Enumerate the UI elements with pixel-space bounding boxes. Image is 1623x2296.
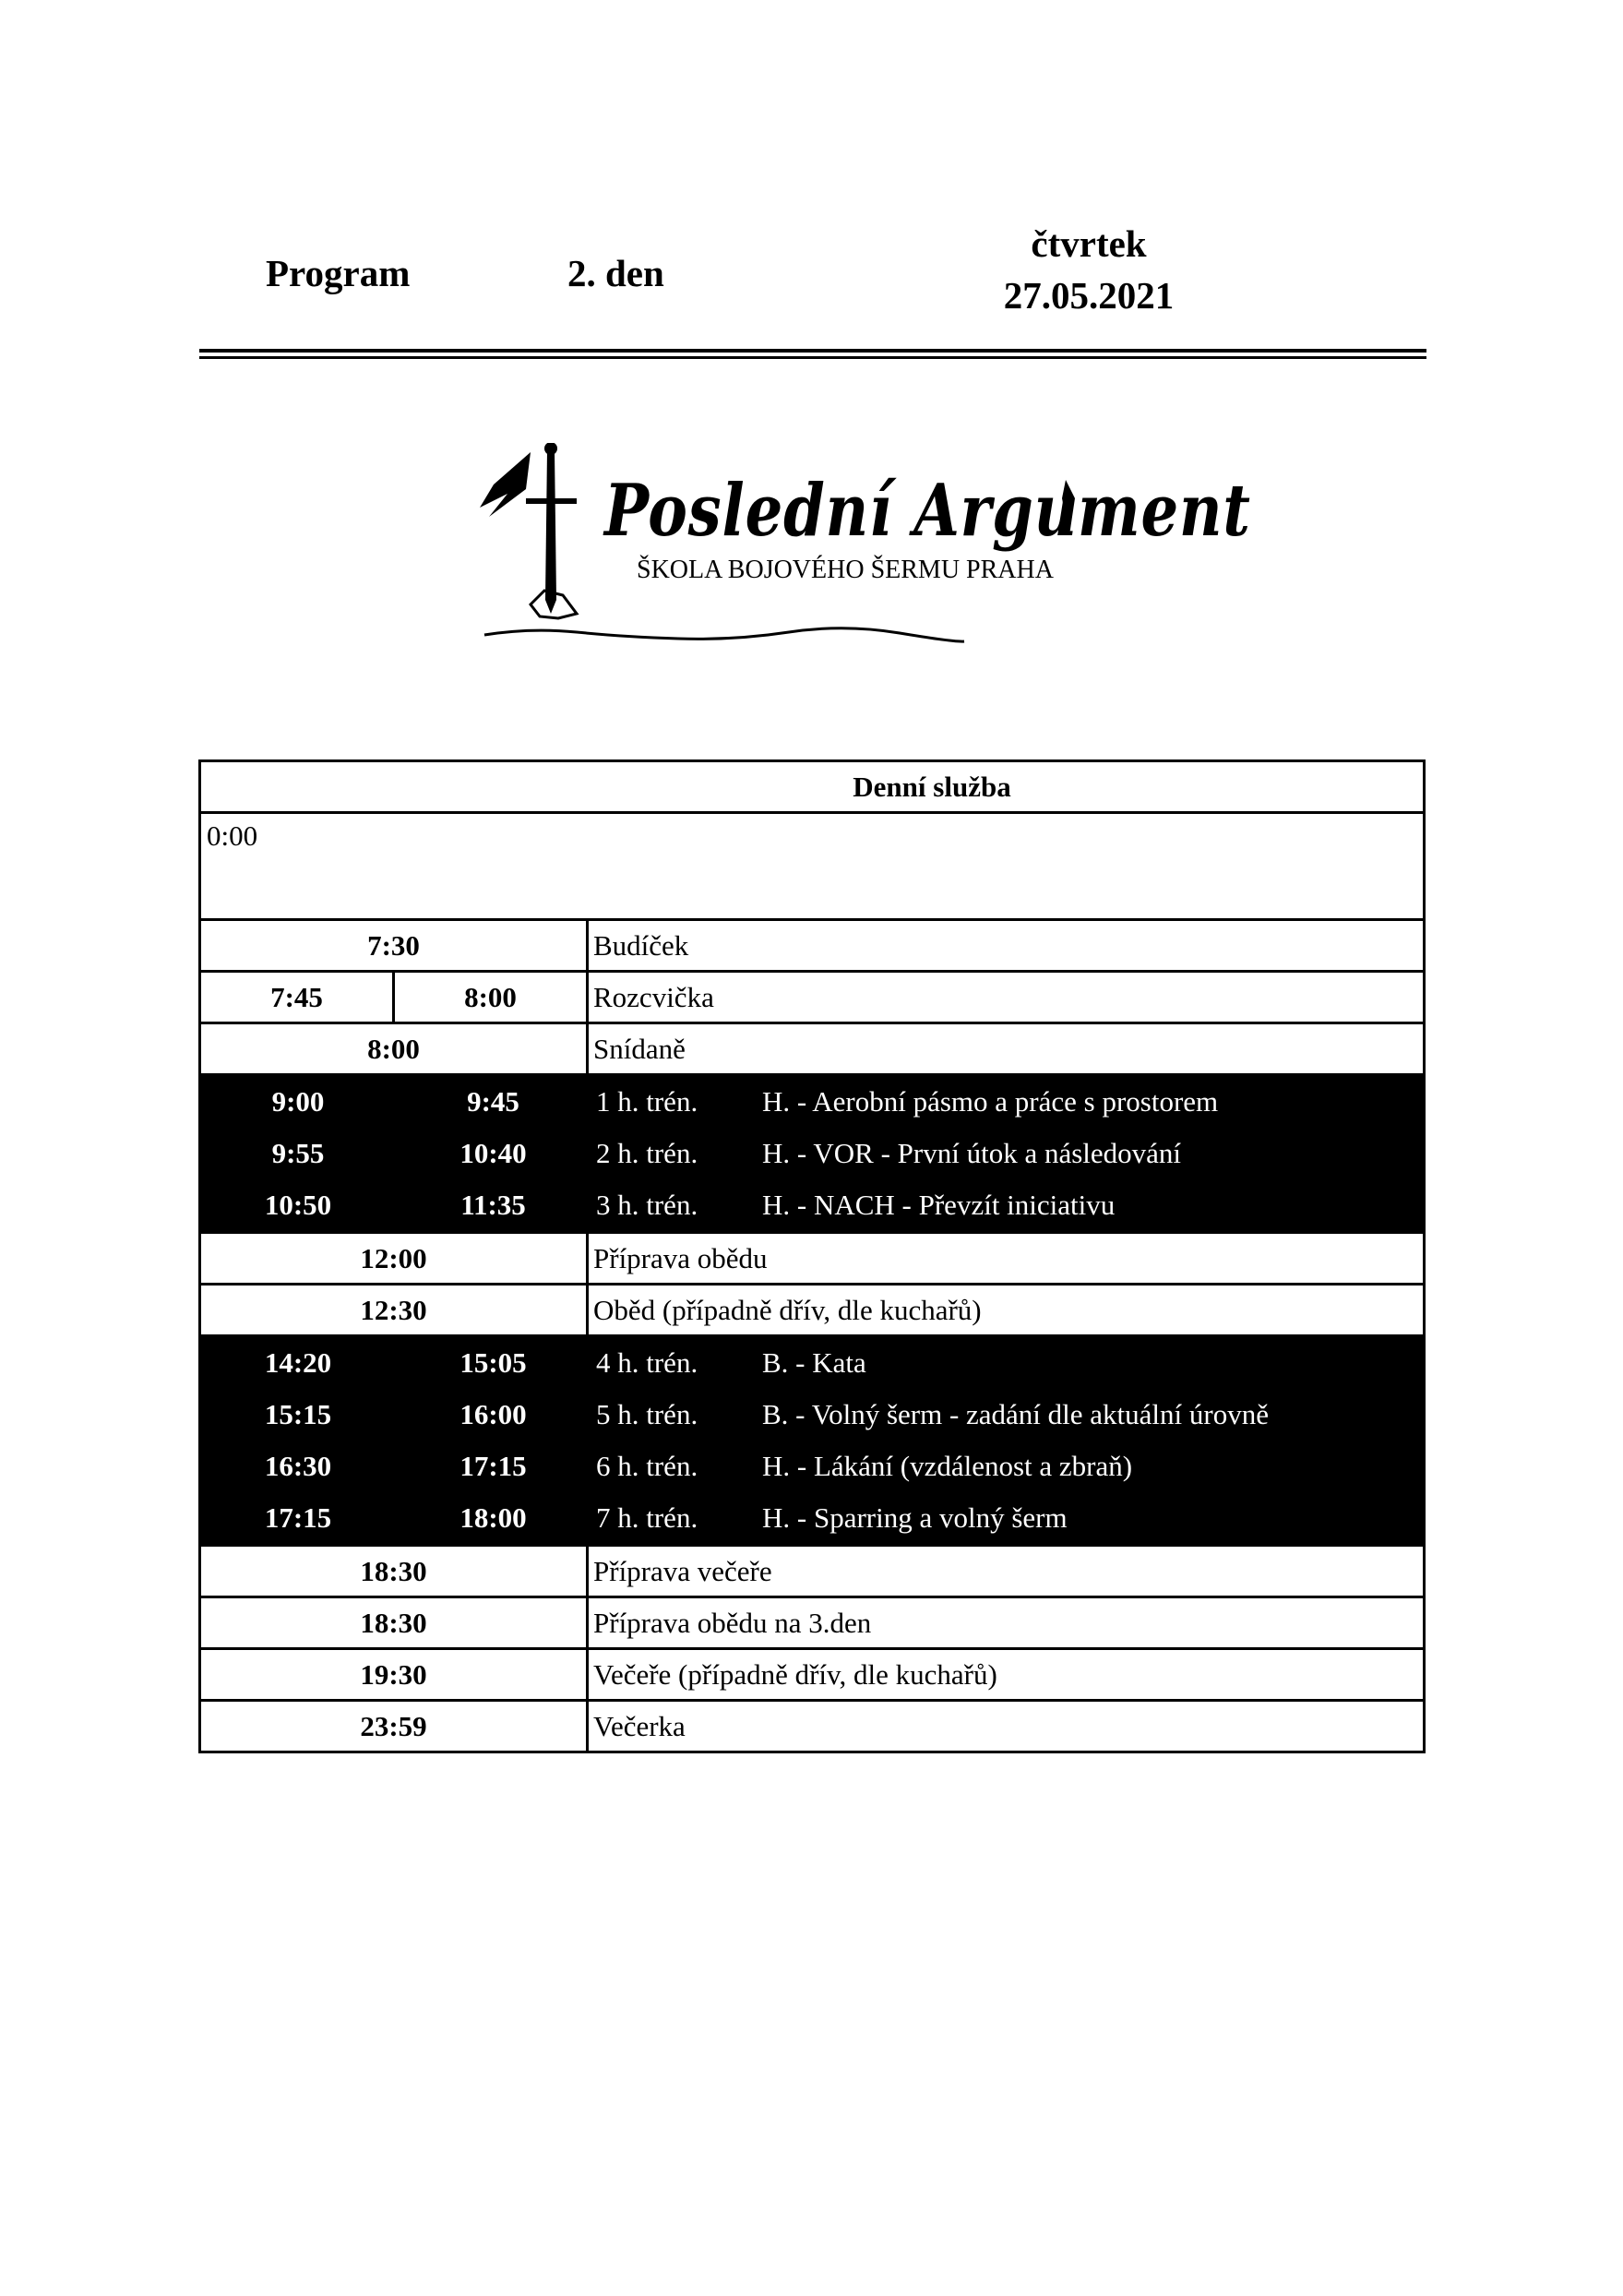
training-hour-cell: 2 h. trén. — [596, 1137, 698, 1169]
time-from-cell: 17:15 — [264, 1501, 332, 1534]
weekday-label: čtvrtek — [1031, 222, 1147, 265]
time-from-cell: 10:50 — [264, 1189, 332, 1221]
time-cell: 7:30 — [201, 921, 589, 970]
training-topic-cell: B. - Volný šerm - zadání dle aktuální úrovně — [762, 1398, 1269, 1430]
time-cell: 19:30 — [201, 1650, 589, 1699]
logo-title: Poslední Argument — [604, 469, 1251, 553]
schedule-row — [201, 970, 1423, 1022]
school-logo — [475, 443, 1251, 655]
activity-cell: Příprava večeře — [593, 1554, 772, 1587]
time-to-cell: 8:00 — [395, 973, 589, 1022]
activity-cell: Příprava obědu na 3.den — [593, 1606, 872, 1639]
schedule-row — [201, 1647, 1423, 1699]
time-cell: 23:59 — [201, 1702, 589, 1751]
time-from-cell: 7:45 — [201, 973, 395, 1022]
schedule-row — [201, 1544, 1423, 1596]
time-to-cell: 16:00 — [459, 1398, 527, 1430]
training-block — [201, 1334, 1423, 1544]
time-cell: 18:30 — [201, 1598, 589, 1647]
time-cell: 8:00 — [201, 1024, 589, 1073]
logo-subtitle: ŠKOLA BOJOVÉHO ŠERMU PRAHA — [637, 556, 1054, 584]
training-block — [201, 1073, 1423, 1231]
duty-row — [201, 811, 1423, 918]
schedule-row — [201, 1022, 1423, 1073]
time-from-cell: 9:55 — [271, 1137, 325, 1169]
training-topic-cell: H. - Sparring a volný šerm — [762, 1501, 1068, 1534]
schedule-row — [201, 918, 1423, 970]
activity-cell: Oběd (případně dřív, dle kuchařů) — [593, 1293, 982, 1326]
training-topic-cell: H. - Aerobní pásmo a práce s prostorem — [762, 1085, 1219, 1118]
training-hour-cell: 4 h. trén. — [596, 1346, 698, 1379]
activity-cell: Večerka — [593, 1709, 686, 1742]
header-rule-bottom — [199, 356, 1426, 359]
training-row — [201, 1179, 1423, 1231]
time-to-cell: 17:15 — [459, 1450, 527, 1482]
activity-cell: Snídaně — [593, 1032, 686, 1065]
time-to-cell: 10:40 — [459, 1137, 527, 1169]
training-hour-cell: 3 h. trén. — [596, 1189, 698, 1221]
training-row — [201, 1076, 1423, 1128]
time-to-cell: 15:05 — [459, 1346, 527, 1379]
duty-title: Denní služba — [853, 770, 1011, 803]
time-to-cell: 18:00 — [459, 1501, 527, 1534]
schedule-row — [201, 1699, 1423, 1751]
schedule-table — [198, 759, 1426, 1753]
time-cell: 12:30 — [201, 1286, 589, 1334]
training-row — [201, 1389, 1423, 1441]
training-row — [201, 1128, 1423, 1179]
training-row — [201, 1441, 1423, 1492]
date-label: 27.05.2021 — [1003, 274, 1175, 317]
training-row — [201, 1337, 1423, 1389]
training-hour-cell: 6 h. trén. — [596, 1450, 698, 1482]
time-from-cell: 14:20 — [264, 1346, 332, 1379]
schedule-row — [201, 1231, 1423, 1283]
training-topic-cell: B. - Kata — [762, 1346, 866, 1379]
time-from-cell: 9:00 — [271, 1085, 325, 1118]
header-rule-top — [199, 349, 1426, 353]
day-label: 2. den — [567, 252, 664, 294]
time-from-cell: 16:30 — [264, 1450, 332, 1482]
training-topic-cell: H. - NACH - Převzít iniciativu — [762, 1189, 1116, 1221]
activity-cell: Večeře (případně dřív, dle kuchařů) — [593, 1657, 997, 1691]
duty-time: 0:00 — [207, 819, 258, 852]
schedule-row — [201, 1283, 1423, 1334]
duty-header — [201, 762, 1423, 811]
time-from-cell: 15:15 — [264, 1398, 332, 1430]
time-to-cell: 9:45 — [467, 1085, 519, 1118]
time-to-cell: 11:35 — [460, 1189, 526, 1221]
training-topic-cell: H. - Lákání (vzdálenost a zbraň) — [762, 1450, 1133, 1482]
time-cell: 18:30 — [201, 1547, 589, 1596]
training-row — [201, 1492, 1423, 1544]
activity-cell: Rozcvička — [593, 980, 714, 1013]
schedule-row — [201, 1596, 1423, 1647]
activity-cell: Příprava obědu — [593, 1241, 768, 1274]
time-cell: 12:00 — [201, 1234, 589, 1283]
training-hour-cell: 1 h. trén. — [596, 1085, 698, 1118]
activity-cell: Budíček — [593, 928, 689, 962]
training-hour-cell: 5 h. trén. — [596, 1398, 698, 1430]
program-label: Program — [266, 252, 411, 294]
training-topic-cell: H. - VOR - První útok a následování — [762, 1137, 1182, 1169]
training-hour-cell: 7 h. trén. — [596, 1501, 698, 1534]
